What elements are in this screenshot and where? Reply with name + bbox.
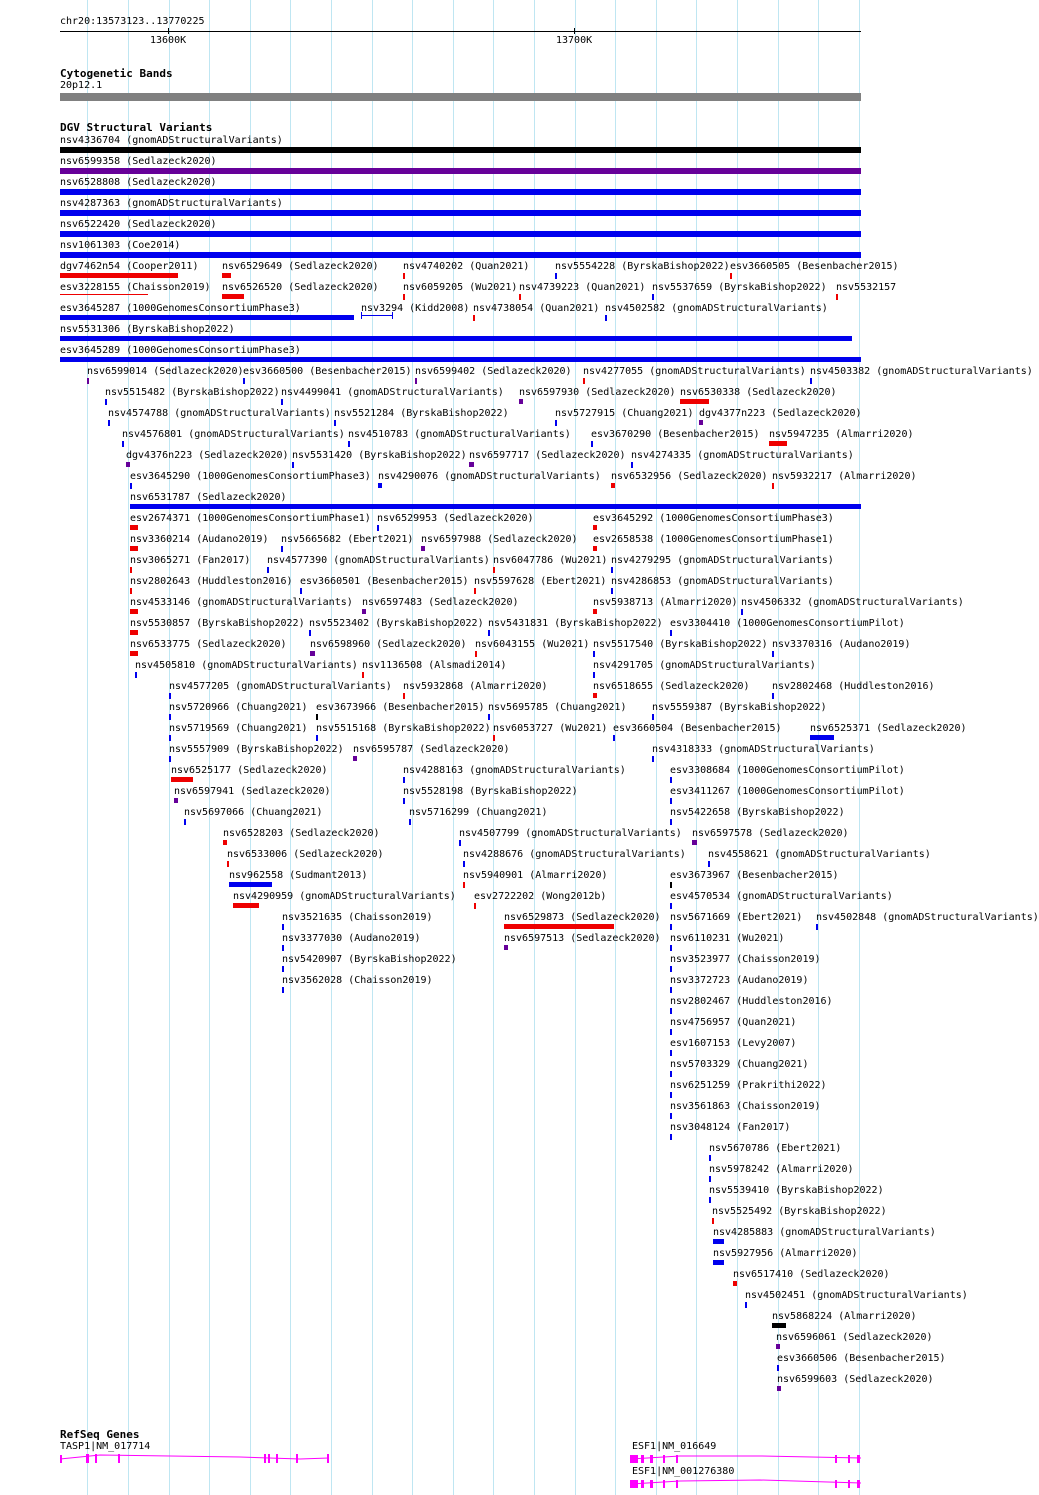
gene-label: ESF1|NM_016649: [632, 1441, 717, 1452]
sv-label: esv3645289 (1000GenomesConsortiumPhase3): [60, 345, 301, 356]
sv-label: nsv6597930 (Sedlazeck2020): [519, 387, 676, 398]
sv-label: nsv6043155 (Wu2021): [475, 639, 590, 650]
sv-label: nsv3561863 (Chaisson2019): [670, 1101, 821, 1112]
sv-label: esv3673966 (Besenbacher2015): [316, 702, 485, 713]
gene-esf1-a[interactable]: [630, 1455, 861, 1463]
sv-label: nsv6530338 (Sedlazeck2020): [680, 387, 837, 398]
sv-label: nsv4287363 (gnomADStructuralVariants): [60, 198, 283, 209]
sv-label: nsv6599014 (Sedlazeck2020): [87, 366, 244, 377]
sv-label: nsv5716299 (Chuang2021): [409, 807, 548, 818]
sv-label: nsv6597513 (Sedlazeck2020): [504, 933, 661, 944]
sv-label: nsv5559387 (ByrskaBishop2022): [652, 702, 827, 713]
sv-label: nsv6529953 (Sedlazeck2020): [377, 513, 534, 524]
sv-label: nsv6529649 (Sedlazeck2020): [222, 261, 379, 272]
sv-label: nsv3360214 (Audano2019): [130, 534, 269, 545]
sv-label: nsv4285883 (gnomADStructuralVariants): [713, 1227, 936, 1238]
sv-label: esv2722202 (Wong2012b): [474, 891, 607, 902]
sv-label: nsv4502848 (gnomADStructuralVariants): [816, 912, 1039, 923]
sv-label: nsv6596061 (Sedlazeck2020): [776, 1332, 933, 1343]
sv-label: nsv5422658 (ByrskaBishop2022): [670, 807, 845, 818]
ruler-label: 13600K: [150, 35, 187, 46]
sv-label: nsv1061303 (Coe2014): [60, 240, 181, 251]
sv-label: nsv5531306 (ByrskaBishop2022): [60, 324, 235, 335]
sv-label: nsv6528203 (Sedlazeck2020): [223, 828, 380, 839]
sv-label: nsv5868224 (Almarri2020): [772, 1311, 917, 1322]
sv-label: esv4570534 (gnomADStructuralVariants): [670, 891, 893, 902]
refseq-track-title[interactable]: RefSeq Genes: [60, 1428, 140, 1441]
sv-label: nsv5932868 (Almarri2020): [403, 681, 548, 692]
sv-label: esv3660504 (Besenbacher2015): [613, 723, 782, 734]
sv-label: nsv6110231 (Wu2021): [670, 933, 785, 944]
sv-label: dgv7462n54 (Cooper2011): [60, 261, 199, 272]
sv-label: nsv6529873 (Sedlazeck2020): [504, 912, 661, 923]
sv-label: nsv5531420 (ByrskaBishop2022): [292, 450, 467, 461]
sv-label: nsv2802467 (Huddleston2016): [670, 996, 833, 1007]
sv-label: nsv5665682 (Ebert2021): [281, 534, 414, 545]
sv-label: nsv5978242 (Almarri2020): [709, 1164, 854, 1175]
gene-esf1-b[interactable]: [630, 1480, 861, 1488]
sv-label: nsv4291705 (gnomADStructuralVariants): [593, 660, 816, 671]
sv-label: nsv4506332 (gnomADStructuralVariants): [741, 597, 964, 608]
sv-label: dgv4377n223 (Sedlazeck2020): [699, 408, 862, 419]
sv-label: esv3304410 (1000GenomesConsortiumPilot): [670, 618, 905, 629]
sv-label: nsv6533775 (Sedlazeck2020): [130, 639, 287, 650]
sv-label: nsv5727915 (Chuang2021): [555, 408, 694, 419]
sv-label: nsv4502451 (gnomADStructuralVariants): [745, 1290, 968, 1301]
sv-label: nsv6597717 (Sedlazeck2020): [469, 450, 626, 461]
sv-label: nsv3294 (Kidd2008): [361, 303, 470, 314]
sv-label: nsv5532157: [836, 282, 897, 293]
sv-label: nsv6531787 (Sedlazeck2020): [130, 492, 287, 503]
sv-label: nsv5671669 (Ebert2021): [670, 912, 803, 923]
sv-label: nsv5697066 (Chuang2021): [184, 807, 323, 818]
sv-label: nsv6595787 (Sedlazeck2020): [353, 744, 510, 755]
dgv-track-title[interactable]: DGV Structural Variants: [60, 121, 213, 134]
sv-label: nsv6522420 (Sedlazeck2020): [60, 219, 217, 230]
sv-label: nsv5703329 (Chuang2021): [670, 1059, 809, 1070]
sv-label: nsv5695785 (Chuang2021): [488, 702, 627, 713]
sv-label: nsv5947235 (Almarri2020): [769, 429, 914, 440]
sv-label: nsv5539410 (ByrskaBishop2022): [709, 1185, 884, 1196]
sv-label: nsv6597483 (Sedlazeck2020): [362, 597, 519, 608]
sv-label: esv3673967 (Besenbacher2015): [670, 870, 839, 881]
cytoband-label: 20p12.1: [60, 80, 103, 91]
sv-label: nsv5521284 (ByrskaBishop2022): [334, 408, 509, 419]
sv-label: nsv4318333 (gnomADStructuralVariants): [652, 744, 875, 755]
sv-label: nsv5557909 (ByrskaBishop2022): [169, 744, 344, 755]
sv-label: nsv6597941 (Sedlazeck2020): [174, 786, 331, 797]
ruler-label: 13700K: [556, 35, 593, 46]
gene-label: TASP1|NM_017714: [60, 1441, 151, 1452]
sv-label: nsv6599358 (Sedlazeck2020): [60, 156, 217, 167]
sv-label: nsv6525371 (Sedlazeck2020): [810, 723, 967, 734]
sv-label: nsv5537659 (ByrskaBishop2022): [652, 282, 827, 293]
sv-label: nsv6532956 (Sedlazeck2020): [611, 471, 768, 482]
sv-label: nsv5517540 (ByrskaBishop2022): [593, 639, 768, 650]
sv-label: nsv5597628 (Ebert2021): [474, 576, 607, 587]
sv-label: nsv4505810 (gnomADStructuralVariants): [135, 660, 358, 671]
sv-label: nsv5670786 (Ebert2021): [709, 1143, 842, 1154]
sv-label: esv2674371 (1000GenomesConsortiumPhase1): [130, 513, 371, 524]
sv-label: nsv4507799 (gnomADStructuralVariants): [459, 828, 682, 839]
sv-label: esv3660501 (Besenbacher2015): [300, 576, 469, 587]
sv-label: nsv3370316 (Audano2019): [772, 639, 911, 650]
sv-label: esv3645290 (1000GenomesConsortiumPhase3): [130, 471, 371, 482]
sv-label: nsv2802468 (Huddleston2016): [772, 681, 935, 692]
sv-label: nsv4577390 (gnomADStructuralVariants): [267, 555, 490, 566]
sv-label: nsv6597578 (Sedlazeck2020): [692, 828, 849, 839]
location-label: chr20:13573123..13770225: [60, 16, 205, 27]
sv-label: nsv962558 (Sudmant2013): [229, 870, 368, 881]
sv-label: esv3660506 (Besenbacher2015): [777, 1353, 946, 1364]
sv-label: nsv3377030 (Audano2019): [282, 933, 421, 944]
sv-label: nsv3562028 (Chaisson2019): [282, 975, 433, 986]
sv-label: nsv4533146 (gnomADStructuralVariants): [130, 597, 353, 608]
sv-label: nsv4290959 (gnomADStructuralVariants): [233, 891, 456, 902]
sv-label: nsv1136508 (Alsmadi2014): [362, 660, 507, 671]
sv-label: nsv6053727 (Wu2021): [493, 723, 608, 734]
sv-label: nsv5932217 (Almarri2020): [772, 471, 917, 482]
sv-label: nsv5927956 (Almarri2020): [713, 1248, 858, 1259]
sv-label: nsv6533006 (Sedlazeck2020): [227, 849, 384, 860]
sv-label: nsv4502582 (gnomADStructuralVariants): [605, 303, 828, 314]
sv-label: esv3411267 (1000GenomesConsortiumPilot): [670, 786, 905, 797]
sv-label: nsv5528198 (ByrskaBishop2022): [403, 786, 578, 797]
sv-label: esv3645292 (1000GenomesConsortiumPhase3): [593, 513, 834, 524]
sv-label: nsv5530857 (ByrskaBishop2022): [130, 618, 305, 629]
sv-label: nsv4740202 (Quan2021): [403, 261, 530, 272]
sv-label: esv3308684 (1000GenomesConsortiumPilot): [670, 765, 905, 776]
sv-label: nsv6526520 (Sedlazeck2020): [222, 282, 379, 293]
sv-label: esv1607153 (Levy2007): [670, 1038, 797, 1049]
sv-label: esv3660505 (Besenbacher2015): [730, 261, 899, 272]
sv-label: nsv6598960 (Sedlazeck2020): [310, 639, 467, 650]
sv-label: nsv6599402 (Sedlazeck2020): [415, 366, 572, 377]
sv-label: nsv6518655 (Sedlazeck2020): [593, 681, 750, 692]
sv-label: nsv4286853 (gnomADStructuralVariants): [611, 576, 834, 587]
sv-label: nsv4574788 (gnomADStructuralVariants): [108, 408, 331, 419]
sv-label: nsv5420907 (ByrskaBishop2022): [282, 954, 457, 965]
sv-label: nsv3523977 (Chaisson2019): [670, 954, 821, 965]
sv-label: nsv6517410 (Sedlazeck2020): [733, 1269, 890, 1280]
sv-label: esv3660500 (Besenbacher2015): [243, 366, 412, 377]
sv-label: nsv5720966 (Chuang2021): [169, 702, 308, 713]
sv-label: nsv5719569 (Chuang2021): [169, 723, 308, 734]
sv-label: nsv3065271 (Fan2017): [130, 555, 251, 566]
sv-label: nsv4336704 (gnomADStructuralVariants): [60, 135, 283, 146]
sv-label: esv3228155 (Chaisson2019): [60, 282, 211, 293]
sv-label: nsv6597988 (Sedlazeck2020): [421, 534, 578, 545]
sv-label: nsv5525492 (ByrskaBishop2022): [712, 1206, 887, 1217]
sv-label: nsv4288163 (gnomADStructuralVariants): [403, 765, 626, 776]
sv-label: esv3670290 (Besenbacher2015): [591, 429, 760, 440]
sv-label: nsv4756957 (Quan2021): [670, 1017, 797, 1028]
sv-label: nsv4738054 (Quan2021): [473, 303, 600, 314]
sv-label: nsv4279295 (gnomADStructuralVariants): [611, 555, 834, 566]
sv-label: nsv6047786 (Wu2021): [493, 555, 608, 566]
sv-label: nsv4577205 (gnomADStructuralVariants): [169, 681, 392, 692]
sv-label: nsv4499041 (gnomADStructuralVariants): [281, 387, 504, 398]
sv-label: nsv4503382 (gnomADStructuralVariants): [810, 366, 1033, 377]
sv-label: nsv4558621 (gnomADStructuralVariants): [708, 849, 931, 860]
sv-label: nsv4510783 (gnomADStructuralVariants): [348, 429, 571, 440]
sv-label: nsv5515482 (ByrskaBishop2022): [105, 387, 280, 398]
sv-label: nsv4277055 (gnomADStructuralVariants): [583, 366, 806, 377]
sv-label: nsv5515168 (ByrskaBishop2022): [316, 723, 491, 734]
sv-label: esv2658538 (1000GenomesConsortiumPhase1): [593, 534, 834, 545]
sv-label: nsv5523402 (ByrskaBishop2022): [309, 618, 484, 629]
sv-label: nsv6059205 (Wu2021): [403, 282, 518, 293]
sv-label: nsv3372723 (Audano2019): [670, 975, 809, 986]
sv-label: nsv4290076 (gnomADStructuralVariants): [378, 471, 601, 482]
gene-tasp1[interactable]: [60, 1454, 329, 1463]
sv-label: nsv5940901 (Almarri2020): [463, 870, 608, 881]
sv-label: nsv6599603 (Sedlazeck2020): [777, 1374, 934, 1385]
cytoband-track-title[interactable]: Cytogenetic Bands: [60, 67, 173, 80]
sv-label: nsv3048124 (Fan2017): [670, 1122, 791, 1133]
sv-label: nsv4576801 (gnomADStructuralVariants): [122, 429, 345, 440]
sv-label: nsv6528808 (Sedlazeck2020): [60, 177, 217, 188]
sv-label: esv3645287 (1000GenomesConsortiumPhase3): [60, 303, 301, 314]
sv-label: nsv4288676 (gnomADStructuralVariants): [463, 849, 686, 860]
gene-label: ESF1|NM_001276380: [632, 1466, 735, 1477]
sv-label: nsv6251259 (Prakrithi2022): [670, 1080, 827, 1091]
sv-label: nsv5554228 (ByrskaBishop2022): [555, 261, 730, 272]
sv-label: nsv3521635 (Chaisson2019): [282, 912, 433, 923]
sv-label: nsv5431831 (ByrskaBishop2022): [488, 618, 663, 629]
sv-label: nsv4274335 (gnomADStructuralVariants): [631, 450, 854, 461]
sv-label: nsv6525177 (Sedlazeck2020): [171, 765, 328, 776]
sv-label: nsv2802643 (Huddleston2016): [130, 576, 293, 587]
sv-label: nsv4739223 (Quan2021): [519, 282, 646, 293]
sv-label: dgv4376n223 (Sedlazeck2020): [126, 450, 289, 461]
sv-label: nsv5938713 (Almarri2020): [593, 597, 738, 608]
